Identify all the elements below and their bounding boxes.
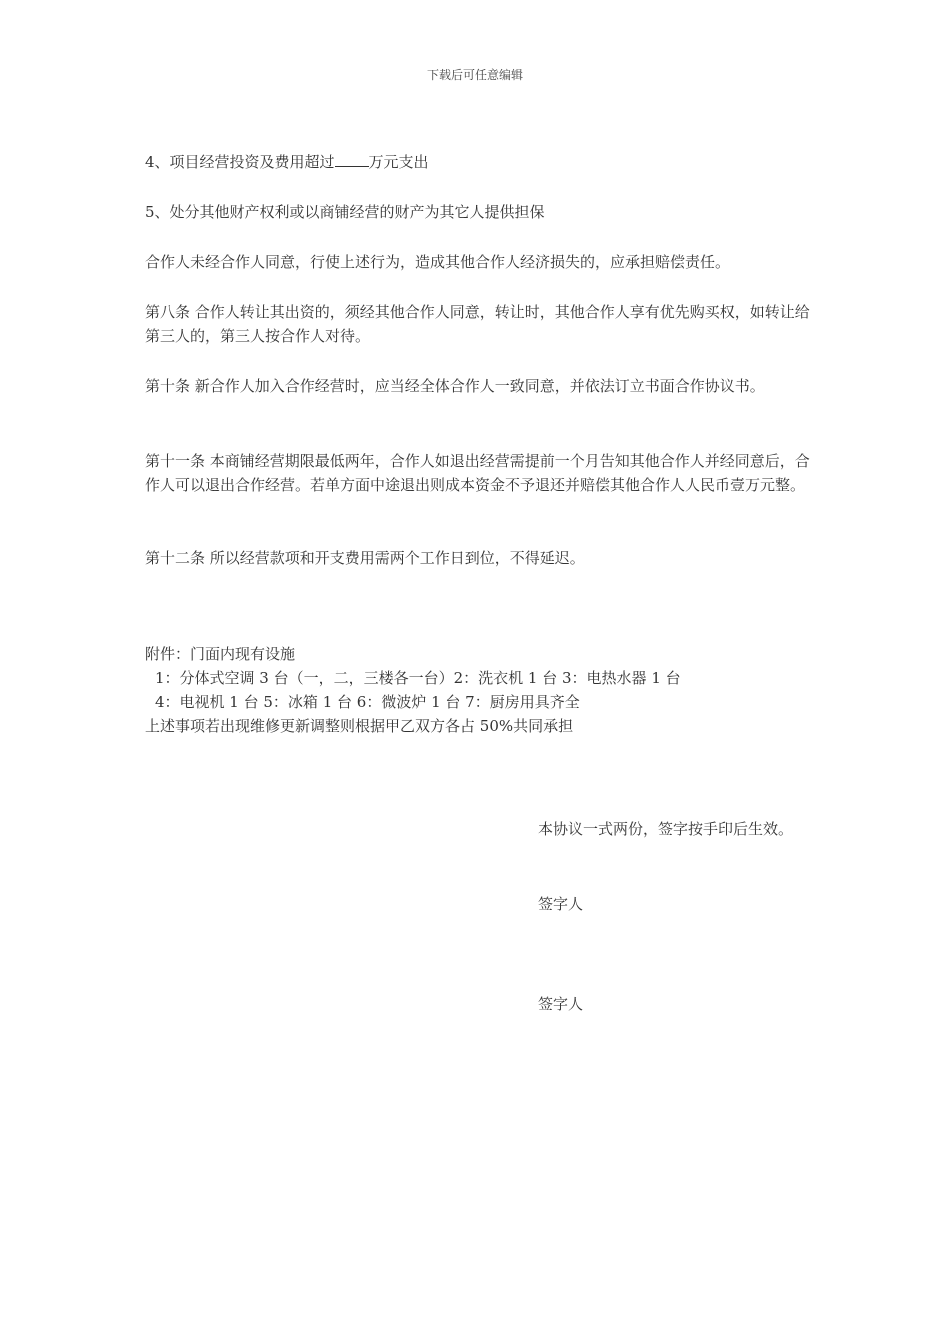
clause-item-4-suffix: 万元支出	[368, 153, 429, 171]
article-11: 第十一条 本商铺经营期限最低两年，合作人如退出经营需提前一个月告知其他合作人并经同意后，合作人可以退出合作经营。若单方面中途退出则成本资金不予退还并赔偿其他合作人人民币壹万元整。	[145, 452, 810, 494]
signer-label-2: 签字人	[538, 995, 584, 1013]
appendix-facilities-line-2: 4：电视机 1 台 5：冰箱 1 台 6：微波炉 1 台 7：厨房用具齐全	[155, 693, 580, 711]
page-header: 下载后可任意编辑	[426, 68, 523, 82]
agreement-copies-note: 本协议一式两份，签字按手印后生效。	[538, 820, 794, 838]
appendix-title: 附件：门面内现有设施	[145, 645, 296, 663]
clause-item-5: 5、处分其他财产权利或以商铺经营的财产为其它人提供担保	[145, 203, 545, 221]
amount-blank	[335, 152, 369, 167]
appendix-section	[145, 642, 845, 738]
signer-label-1: 签字人	[538, 895, 584, 913]
article-8: 第八条 合作人转让其出资的，须经其他合作人同意，转让时，其他合作人享有优先购买权，如转让给第三人的，第三人按合作人对待。	[145, 303, 810, 345]
liability-paragraph: 合作人未经合作人同意，行使上述行为，造成其他合作人经济损失的，应承担赔偿责任。	[145, 253, 731, 271]
article-12: 第十二条 所以经营款项和开支费用需两个工作日到位，不得延迟。	[145, 549, 585, 567]
clause-item-4-text: 4、项目经营投资及费用超过	[145, 153, 335, 171]
clause-item-4	[145, 150, 810, 174]
article-10: 第十条 新合作人加入合作经营时，应当经全体合作人一致同意，并依法订立书面合作协议书。	[145, 377, 765, 395]
appendix-facilities-line-1: 1：分体式空调 3 台（一，二，三楼各一台）2：洗衣机 1 台 3：电热水器 1 台	[155, 669, 681, 687]
appendix-maintenance-note: 上述事项若出现维修更新调整则根据甲乙双方各占 50%共同承担	[145, 717, 574, 735]
